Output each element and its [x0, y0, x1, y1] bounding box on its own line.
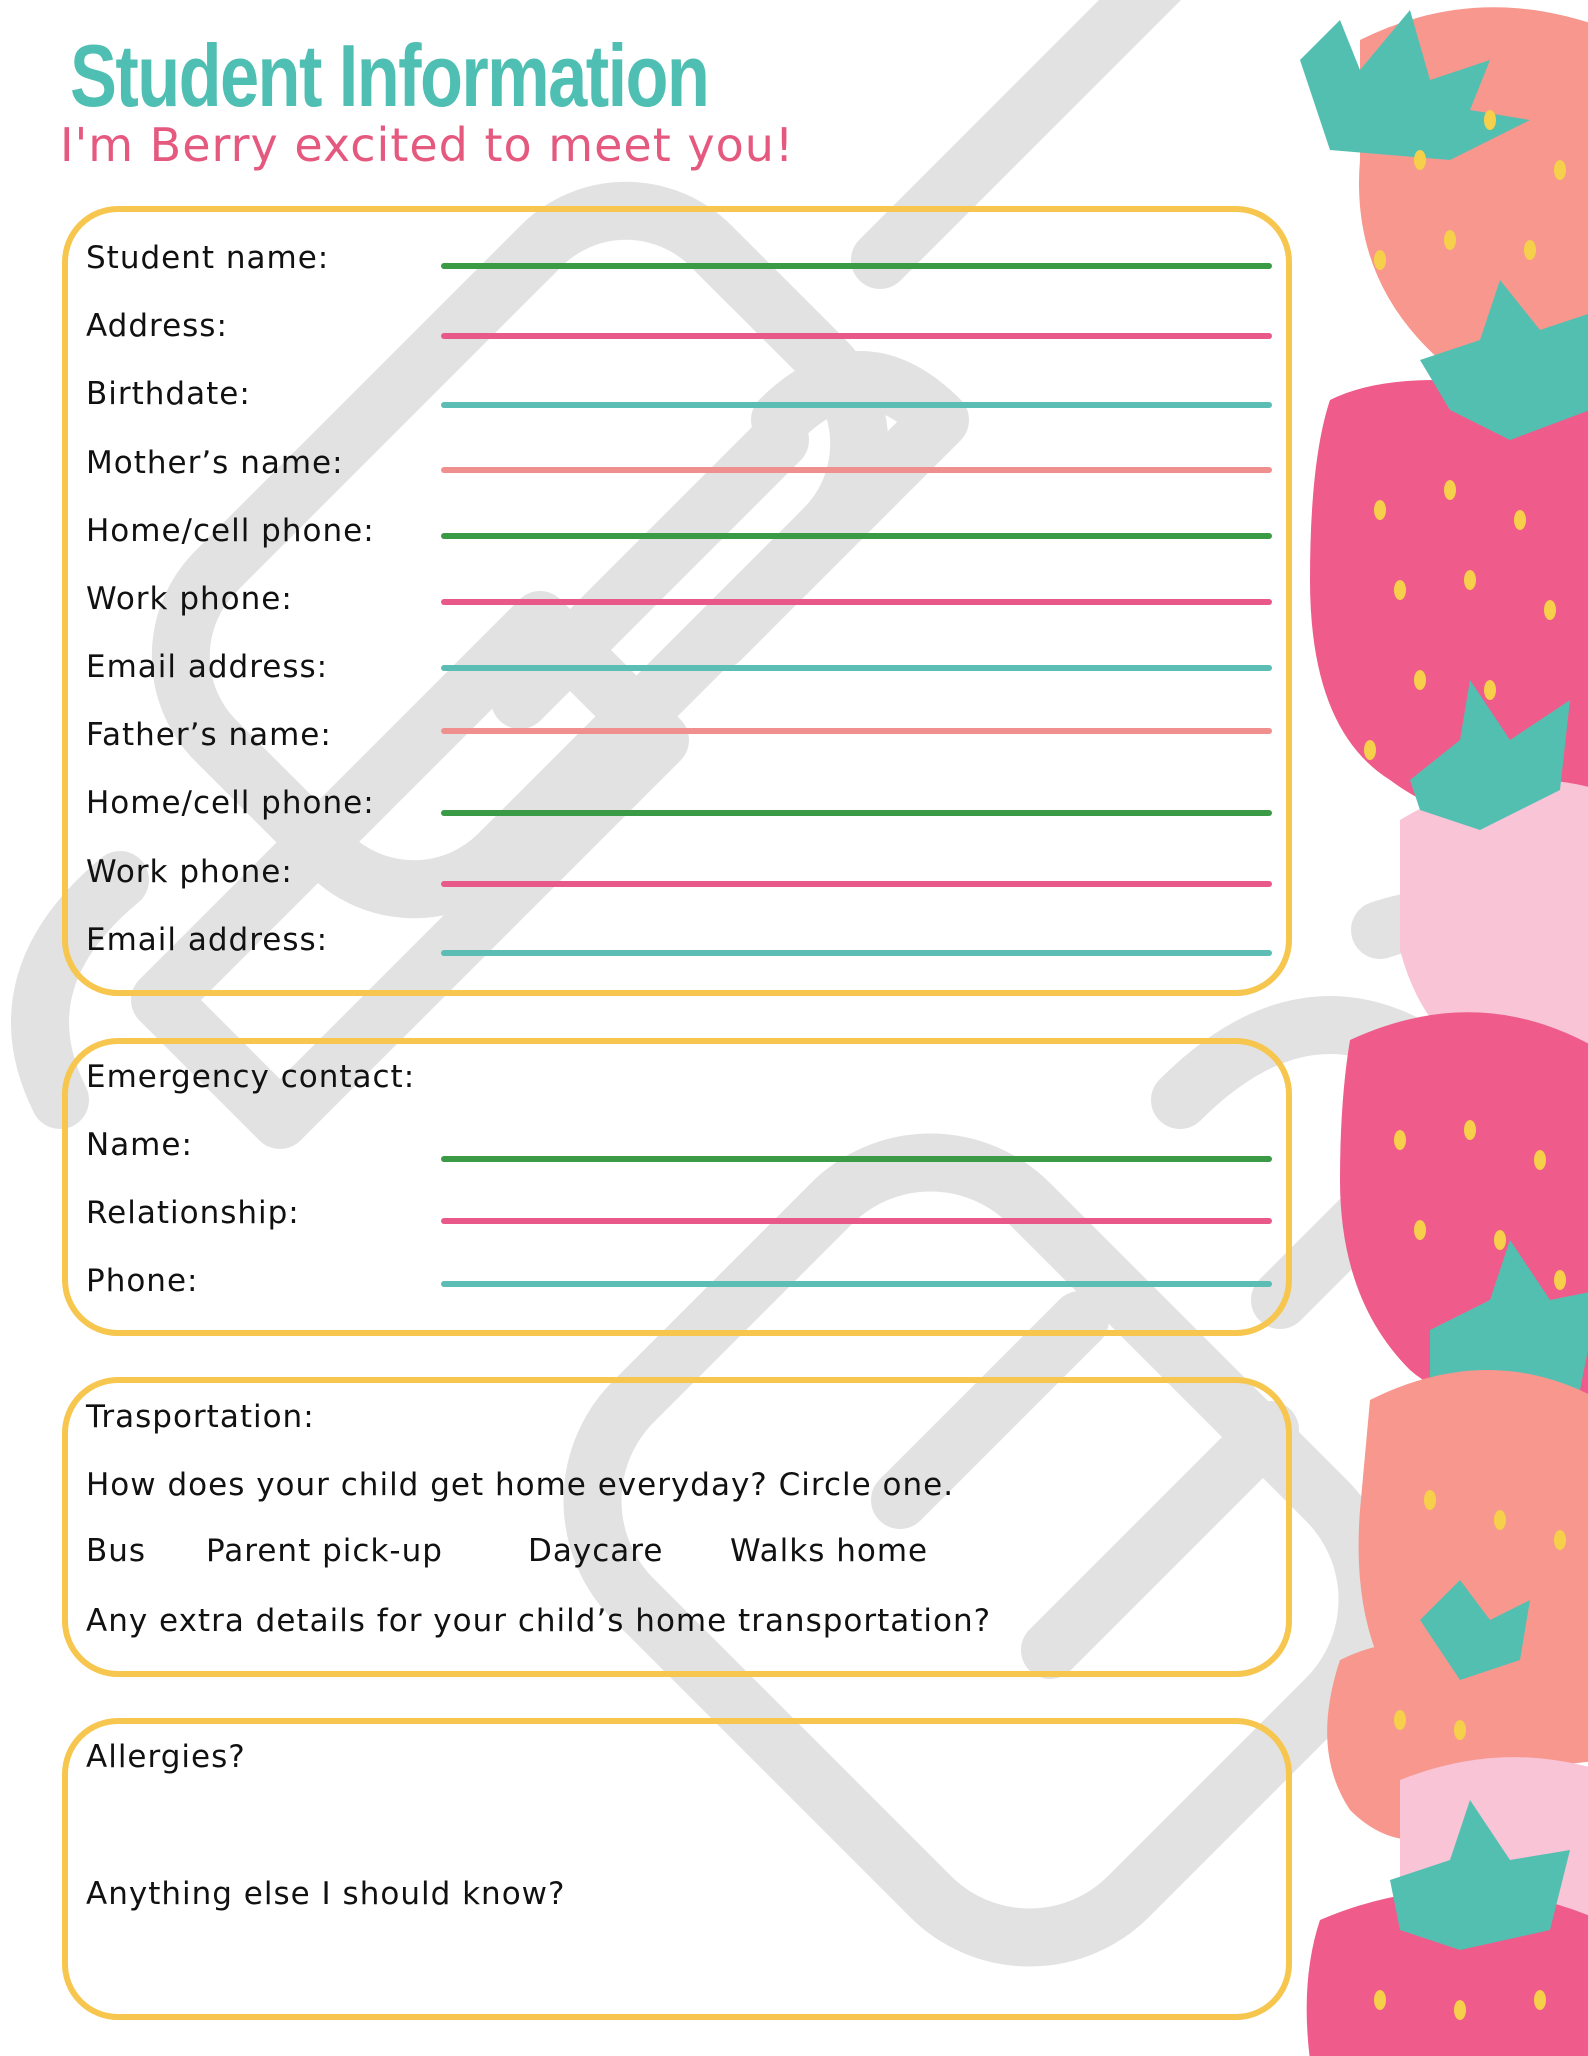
option-daycare[interactable]: Daycare — [528, 1533, 664, 1569]
fill-line-mother-home-phone[interactable] — [441, 533, 1272, 539]
field-label-father-home-phone: Home/cell phone: — [86, 785, 375, 821]
anything-else-label: Anything else I should know? — [86, 1876, 566, 1912]
page-title: Student Information — [70, 26, 709, 125]
transportation-heading: Trasportation: — [86, 1399, 315, 1435]
field-label-address: Address: — [86, 308, 228, 344]
field-label-mother-name: Mother’s name: — [86, 445, 344, 481]
field-label-student-name: Student name: — [86, 240, 330, 276]
fill-line-emergency-name[interactable] — [441, 1156, 1272, 1162]
field-label-mother-home-phone: Home/cell phone: — [86, 513, 375, 549]
option-bus[interactable]: Bus — [86, 1533, 147, 1569]
fill-line-father-home-phone[interactable] — [441, 810, 1272, 816]
fill-line-emergency-phone[interactable] — [441, 1281, 1272, 1287]
transportation-question: How does your child get home everyday? Circle one. — [86, 1467, 955, 1503]
fill-line-father-name[interactable] — [441, 728, 1272, 734]
emergency-heading: Emergency contact: — [86, 1059, 416, 1095]
fill-line-mother-name[interactable] — [441, 467, 1272, 473]
field-label-mother-email: Email address: — [86, 649, 329, 685]
fill-line-address[interactable] — [441, 333, 1272, 339]
field-label-father-name: Father’s name: — [86, 717, 332, 753]
field-label-father-email: Email address: — [86, 922, 329, 958]
field-label-emergency-name: Name: — [86, 1127, 193, 1163]
fill-line-mother-work-phone[interactable] — [441, 599, 1272, 605]
fill-line-birthdate[interactable] — [441, 402, 1272, 408]
fill-line-father-email[interactable] — [441, 950, 1272, 956]
field-label-mother-work-phone: Work phone: — [86, 581, 293, 617]
field-label-birthdate: Birthdate: — [86, 376, 251, 412]
page-subtitle: I'm Berry excited to meet you! — [60, 118, 795, 172]
fill-line-mother-email[interactable] — [441, 665, 1272, 671]
option-walks-home[interactable]: Walks home — [730, 1533, 929, 1569]
field-label-emergency-relationship: Relationship: — [86, 1195, 300, 1231]
fill-line-student-name[interactable] — [441, 263, 1272, 269]
allergies-box — [62, 1718, 1292, 2020]
transportation-extra-details: Any extra details for your child’s home transportation? — [86, 1603, 992, 1639]
fill-line-emergency-relationship[interactable] — [441, 1218, 1272, 1224]
strawberry-border-graphic — [1290, 0, 1588, 2056]
field-label-father-work-phone: Work phone: — [86, 854, 293, 890]
fill-line-father-work-phone[interactable] — [441, 881, 1272, 887]
option-parent-pick-up[interactable]: Parent pick-up — [206, 1533, 443, 1569]
allergies-label: Allergies? — [86, 1739, 246, 1775]
field-label-emergency-phone: Phone: — [86, 1263, 199, 1299]
